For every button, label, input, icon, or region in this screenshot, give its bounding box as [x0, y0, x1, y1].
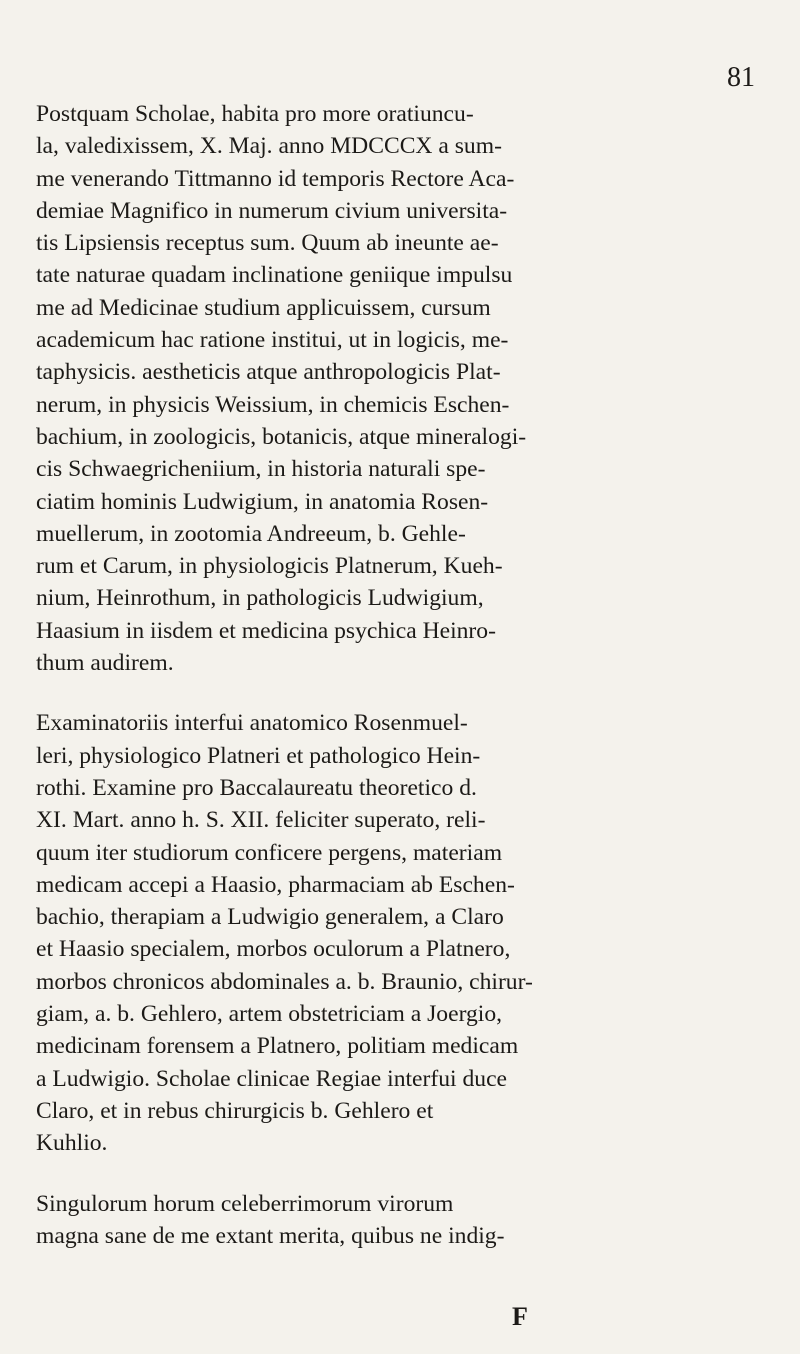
text-line: taphysicis. aestheticis atque anthropologicis Plat-: [36, 359, 501, 386]
text-line: medicam accepi a Haasio, pharmaciam ab Eschen-: [36, 871, 515, 898]
paragraph-spacer: [36, 679, 780, 707]
text-line: tis Lipsiensis receptus sum. Quum ab ineunte ae-: [36, 230, 499, 257]
text-line: Claro, et in rebus chirurgicis b. Gehlero et: [36, 1097, 434, 1124]
text-line: tate naturae quadam inclinatione geniique impulsu: [36, 262, 513, 289]
text-line: et Haasio specialem, morbos oculorum a Platnero,: [36, 936, 511, 963]
text-line: la, valedixissem, X. Maj. anno MDCCCX a sum-: [36, 133, 502, 160]
text-line: rum et Carum, in physiologicis Platnerum, Kueh-: [36, 553, 503, 580]
signature-mark: F: [512, 1302, 528, 1331]
text-line: muellerum, in zootomia Andreeum, b. Gehle-: [36, 520, 466, 547]
text-line: rothi. Examine pro Baccalaureatu theoretico d.: [36, 774, 477, 801]
text-line: leri, physiologico Platneri et pathologico Hein-: [36, 742, 481, 769]
text-line: giam, a. b. Gehlero, artem obstetriciam a Joergio,: [36, 1001, 503, 1028]
paragraph-examinations: [36, 707, 780, 1159]
text-line: Postquam Scholae, habita pro more oratiuncu-: [36, 101, 474, 127]
paragraph-spacer: [36, 1160, 780, 1188]
text-line: academicum hac ratione institui, ut in logicis, me-: [36, 327, 509, 354]
text-line: Kuhlio.: [36, 1130, 108, 1157]
text-line: magna sane de me extant merita, quibus ne indig-: [36, 1222, 505, 1249]
text-line: medicinam forensem a Platnero, politiam medicam: [36, 1033, 519, 1060]
text-line: Singulorum horum celeberrimorum virorum: [36, 1190, 454, 1217]
text-line: bachio, therapiam a Ludwigio generalem, a Claro: [36, 904, 504, 931]
text-line: a Ludwigio. Scholae clinicae Regiae interfui duce: [36, 1065, 508, 1092]
text-line: bachium, in zoologicis, botanicis, atque mineralogi-: [36, 423, 527, 450]
text-line: thum audirem.: [36, 650, 174, 677]
text-line: Examinatoriis interfui anatomico Rosenmuel-: [36, 710, 468, 737]
text-line: XI. Mart. anno h. S. XII. feliciter superato, reli-: [36, 807, 486, 834]
text-line: morbos chronicos abdominales a. b. Braunio, chirur-: [36, 968, 533, 995]
paragraph-studies: [36, 98, 780, 679]
text-line: me venerando Tittmanno id temporis Rectore Aca-: [36, 165, 515, 192]
text-line: quum iter studiorum conficere pergens, materiam: [36, 839, 503, 866]
text-line: nerum, in physicis Weissium, in chemicis Eschen-: [36, 391, 510, 418]
page-number: 81: [727, 62, 755, 93]
text-line: cis Schwaegricheniium, in historia naturali spe-: [36, 456, 486, 483]
text-line: ciatim hominis Ludwigium, in anatomia Rosen-: [36, 488, 489, 515]
paragraph-merits: [36, 1188, 780, 1253]
text-line: me ad Medicinae studium applicuissem, cursum: [36, 294, 491, 321]
text-line: Haasium in iisdem et medicina psychica Heinro-: [36, 617, 496, 644]
text-line: nium, Heinrothum, in pathologicis Ludwigium,: [36, 585, 484, 612]
body-text: [36, 98, 780, 1252]
text-line: demiae Magnifico in numerum civium universita-: [36, 197, 508, 224]
